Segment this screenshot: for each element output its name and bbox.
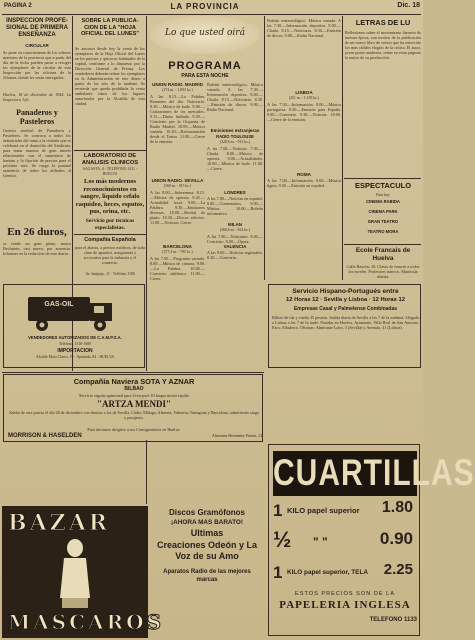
sota-agents: MORRISON & HASELDEN <box>8 433 82 439</box>
cuartillas-foot-3: TELEFONO 1133 <box>369 617 417 623</box>
lab-title: LABORATORIO DE ANALISIS CLINICOS <box>81 153 139 166</box>
program-subtitle: PARA ESTA NOCHE <box>181 73 229 79</box>
bazar-word-1: BAZAR <box>8 510 111 536</box>
servicio-ad <box>268 284 421 368</box>
truck-label: GAS-OIL <box>44 301 74 308</box>
price-row-3 <box>273 563 417 585</box>
truck-icon <box>26 289 126 333</box>
bazar-ultimas: Ultimas <box>190 528 224 538</box>
station-milan: MILAN <box>228 222 242 227</box>
national-radio-body: Boletín meteorológico. Música variada. A las 7.30.—Información deportiva. 8.00.—Charla. 8.15.—Noticiario. 8.30.—Emisión de discos. 9.00.—Radio Nacional. <box>207 82 263 112</box>
price-row-1-label: KILO papel superior <box>287 506 360 515</box>
lab-footer: Servicio por técnicos especialistas. <box>85 218 135 231</box>
date-label: Dic. 18 <box>397 2 420 9</box>
section-rule <box>344 244 421 245</box>
price-row-2-label: " " <box>313 535 328 549</box>
piano-heading: En 26 duros, <box>7 226 67 238</box>
station-barcelona-body: A las 7.00.—Programa variado. 8.00.—Música de cámara. 9.00.—La Palabra. 10.00.—Concierto sinfónico. 11.00.—Cierre. <box>150 256 205 281</box>
servicio-title: Servicio Hispano-Portugués entre <box>292 288 399 295</box>
gramophone-figure-icon <box>54 538 96 610</box>
truck-import: IMPORTACION <box>57 348 93 354</box>
price-row-3-qty: 1 <box>273 563 283 582</box>
bazar-creaciones: Creaciones Odeón y La Voz de su Amo <box>156 540 258 561</box>
lab-body: Los más modernos reconocimientos en sangre, líquido cefalo raquídeo, heces, esputos, pus, orina, etc. <box>75 178 145 216</box>
sota-footer: Para informes dirigirse a sus Consignatarios en Huelva: <box>87 427 181 432</box>
station-valencia-body: A las 8.00.—Noticias regionales. 8.30.—Concierto. <box>207 250 263 260</box>
cuartillas-foot-1: ESTOS PRECIOS SON DE LA <box>295 591 395 597</box>
hoja-body: Se autoriza desde hoy la venta de los ejemplares de la Hoja Oficial del Lunes en los puestos y quioscos habituales de la capital, conforme a lo dispuesto por la Dirección General de Prensa. Los vendedores deberán retirar los ejemplares en la Administración de este diario a partir de las seis de la mañana. Se recuerda que queda prohibida la venta ambulante fuera de los lugares autorizados por la Alcaldía de esta ciudad. <box>75 46 145 106</box>
station-toulouse: RADIO TOULOUSE <box>216 134 254 139</box>
bakers-heading: Panaderos y Pasteleros <box>16 108 58 126</box>
cinema-rabida: CINEMA RABIDA <box>366 199 400 204</box>
bazar-word-2: MASCAROS <box>8 610 165 634</box>
letters-heading: LETRAS DE LU <box>355 18 411 27</box>
truck-address: Alcalde Mora Claros, 19 · Apartado, 84 · HUELVA <box>35 355 115 359</box>
bazar-discos: Discos Gramófonos <box>168 508 245 517</box>
truck-phone: Teléfono, 1316-1680 <box>59 342 91 346</box>
station-sevilla-body: A las 8.00.—Sobremesa. 8.15.—Música de opereta. 8.45.—Actualidad local. 9.00.—La Palabra. 9.30.—Emisiones diversas. 10.00.—Recital de piano. 10.30.—Discos selectos. 11.00.—Noticias. Cierre. <box>150 190 205 225</box>
price-row-1-qty: 1 <box>273 501 283 520</box>
station-valencia: VALENCIA <box>223 244 247 249</box>
shows-today: Para hoy <box>376 193 390 197</box>
radio-banner <box>150 16 260 56</box>
lab-address: SAGASTA, 4 - TELEFONO 1411 - HUELVA <box>82 167 138 176</box>
section-rule <box>2 372 264 373</box>
letters-body: Reflexiones sobre el movimiento literario de nuestra época, con motivo de la publicación de un nuevo libro de versos que ha merecido los más cálidos elogios de la crítica. El autor, joven poeta onubense, reúne en estas páginas lo mejor de su producción. <box>345 30 421 60</box>
station-london: LONDRES <box>224 190 246 195</box>
sota-agents-address: Almirante Hernández Pinzón, 23 <box>212 434 262 438</box>
bakers-body: Gremio sindical de Panaderos y Pasteleros. Se convoca a todos los industriales del ramo a la reunión que se celebrará en el domicilio del Sindicato, para tratar asuntos de gran interés relacionados con el suministro de harinas y la fijación de precios para el próximo mes. Se ruega la puntual asistencia de todos los afiliados al Gremio. <box>3 128 71 178</box>
sota-title: Compañía Naviera SOTA Y AZNAR <box>73 377 195 386</box>
program-title: PROGRAMA <box>168 60 242 72</box>
company-title: Compañía Española <box>84 237 136 243</box>
page-number: PAGINA 2 <box>4 3 32 9</box>
gran-teatro: GRAN TEATRO <box>367 219 399 224</box>
station-lisboa-body: A las 7.30.—Información. 8.00.—Música portuguesa. 8.30.—Emisión para España. 9.00.—Concierto. 9.30.—Noticias. 10.00.—Cierre de la emisión. <box>267 102 341 122</box>
teatro-mora: TEATRO MORA <box>367 229 399 234</box>
inspection-body: Se pone en conocimiento de los señores maestros de la provincia que a partir del día de la fecha pueden pasar a recoger los ejemplares de la circular de esta Inspección por las oficinas de la Jefatura, donde les serán entregados. <box>3 50 71 80</box>
foreign-heading: Emisiones extranjeras <box>210 128 260 133</box>
hoja-heading: SOBRE LA PUBLICA-CION DE LA "HOJA OFICIAL DEL LUNES" <box>80 18 140 37</box>
cuartillas-foot-2: PAPELERIA INGLESA <box>279 599 411 611</box>
servicio-route: 12 Horas 12 · Sevilla y Lisboa · 12 Horas 12 <box>286 297 405 303</box>
shows-heading: ESPECTACULO <box>354 181 412 190</box>
station-lisboa: LISBOA <box>295 90 313 95</box>
section-rule <box>74 150 146 151</box>
ecole-body: Calle Rascón, 18. Clases de francés a todos los niveles. Profesores nativos. Matrícula abierta. <box>346 264 420 279</box>
sota-body: Servicio regular quincenal para Liverpool. El buque motor rápido <box>79 393 189 398</box>
price-row-2 <box>273 527 417 557</box>
price-row-1 <box>273 501 417 523</box>
servicio-body: Billete de ida y vuelta 45 pesetas. Salida diaria de Sevilla a las 7 de la mañana. Llegada a Lisboa a las 7 de la tarde. Paradas en Huelva, Ayamonte, Villa Real de San Antonio, Faro, Albufeira. Oficinas: Almirante Lobo, 3 (Sevilla) y Avenida, 41 (Lisboa). <box>272 315 419 330</box>
inspection-subheading: CIRCULAR <box>25 43 49 48</box>
bazar-ad <box>2 506 264 638</box>
banner-text: Lo que usted oirá <box>165 28 245 38</box>
station-toulouse-freq: (328,6 m. - 913 kc.) <box>219 140 251 144</box>
piano-body: se vende un gran piano, marca Bechstein, casi nuevo, por ausencia. Informes en la redacción de este diario. <box>3 241 71 256</box>
section-rule <box>74 234 146 235</box>
masthead-rule <box>2 14 421 15</box>
station-toulouse-body: A las 7.00.—Noticias. 7.30.—Charla. 8.00.—Música de opereta. 9.00.—Actualidades. 10.00.—Música de baile. 11.00.—Cierre. <box>207 146 263 171</box>
column-rule <box>146 16 147 371</box>
inspection-signature: Huelva, 18 de diciembre de 1944. La Inspectora Jefe. <box>3 92 71 102</box>
station-london-body: A las 7.00.—Noticias en español. 8.00.—Comentarios. 9.00.—Música. 10.00.—Boletín informativo. <box>207 196 263 216</box>
price-row-3-label: KILO papel superior, TELA <box>287 569 368 576</box>
sota-city: BILBAO <box>124 386 144 392</box>
column-rule <box>146 440 147 504</box>
station-barcelona-freq: (377,4 m. - 795 kc.) <box>162 250 193 254</box>
station-madrid-body: A las 8.15.—La Palabra. Resumen del día. Noticiario. 8.30.—Música de baile. 9.00.—Cotizaciones de los mercados. 9.15.—Diario hablado. 9.30.—Concierto por la Orquesta de Radio Madrid. 10.00.—Música variada. 10.30.—Retransmisión desde el Teatro. 11.00.—Cierre de la emisión. <box>150 94 205 144</box>
column-rule <box>342 16 343 280</box>
section-rule <box>344 178 421 179</box>
bazar-rebaja: ¡AHORA MAS BARATO! <box>171 519 243 526</box>
column-rule <box>264 16 265 280</box>
price-row-1-value: 1.80 <box>381 499 413 516</box>
station-milan-freq: (368,6 m. - 814 kc.) <box>219 228 251 232</box>
bazar-right-column <box>152 506 262 584</box>
station-madrid-freq: (274 m. - 1.093 kc.) <box>162 88 193 92</box>
company-body: para el abasto, a precios módicos, de toda clase de aparatos, maquinaria y accesorios para la industria y el comercio. <box>75 245 145 265</box>
station-sevilla: UNION RADIO. SEVILLA <box>151 178 204 183</box>
cuartillas-title: CUARTILLAS <box>273 451 417 496</box>
station-roma: ROMA <box>296 172 312 177</box>
col5-program-top: Boletín meteorológico. Música variada. A las 7.30.—Información deportiva. 8.00.—Charla. 8.15.—Noticiario. 8.30.—Emisión de discos. 9.00.—Radio Nacional. <box>267 18 341 38</box>
cinema-park: CINEMA PARK <box>368 209 398 214</box>
station-barcelona: BARCELONA <box>163 244 192 249</box>
truck-caption: VENDEDORES AUTORIZADOS DE C.A.M.P.S.A. <box>28 335 122 340</box>
station-lisboa-freq: (251 m. - 1.195 kc.) <box>288 96 320 100</box>
sota-aznar-ad <box>3 374 263 442</box>
price-row-2-value: 0.90 <box>379 529 413 548</box>
station-madrid: UNION RADIO. MADRID <box>152 82 203 87</box>
ecole-heading: Ecole Francais de Huelva <box>355 247 411 262</box>
sota-body-2: Saldrá de este puerto el día 28 de diciembre con destino a los de Sevilla, Cádiz, Málaga, Almería, Valencia, Tarragona y Barcelona, admitiendo carga y pasajeros. <box>9 410 259 420</box>
price-row-3-value: 2.25 <box>383 561 413 578</box>
inspection-heading: INSPECCION PROFE-SIONAL DE PRIMERA ENSEÑANZA <box>6 18 68 38</box>
station-roma-body: A las 7.00.—Información. 8.00.—Música ligera. 9.00.—Emisión en español. <box>267 178 341 188</box>
servicio-companies: Empresas Casal y Palmelense Combinadas <box>293 306 398 312</box>
sota-ship: "ARTZA MENDI" <box>97 399 171 409</box>
gasoil-ad <box>3 284 145 368</box>
cuartillas-ad <box>268 444 475 636</box>
company-address: Av. Sanjurjo, 11 · Teléfono 1180 <box>85 272 135 276</box>
paper-name: LA PROVINCIA <box>170 2 240 11</box>
bazar-footer: Aparatos Radio de las mejores marcas <box>163 569 251 583</box>
price-row-2-qty: ½ <box>273 527 292 552</box>
station-milan-body: A las 7.00.—Noticiario. 8.00.—Concierto. 9.00.—Ópera. <box>207 234 263 244</box>
station-sevilla-freq: (368 m. - 815 kc.) <box>163 184 192 188</box>
